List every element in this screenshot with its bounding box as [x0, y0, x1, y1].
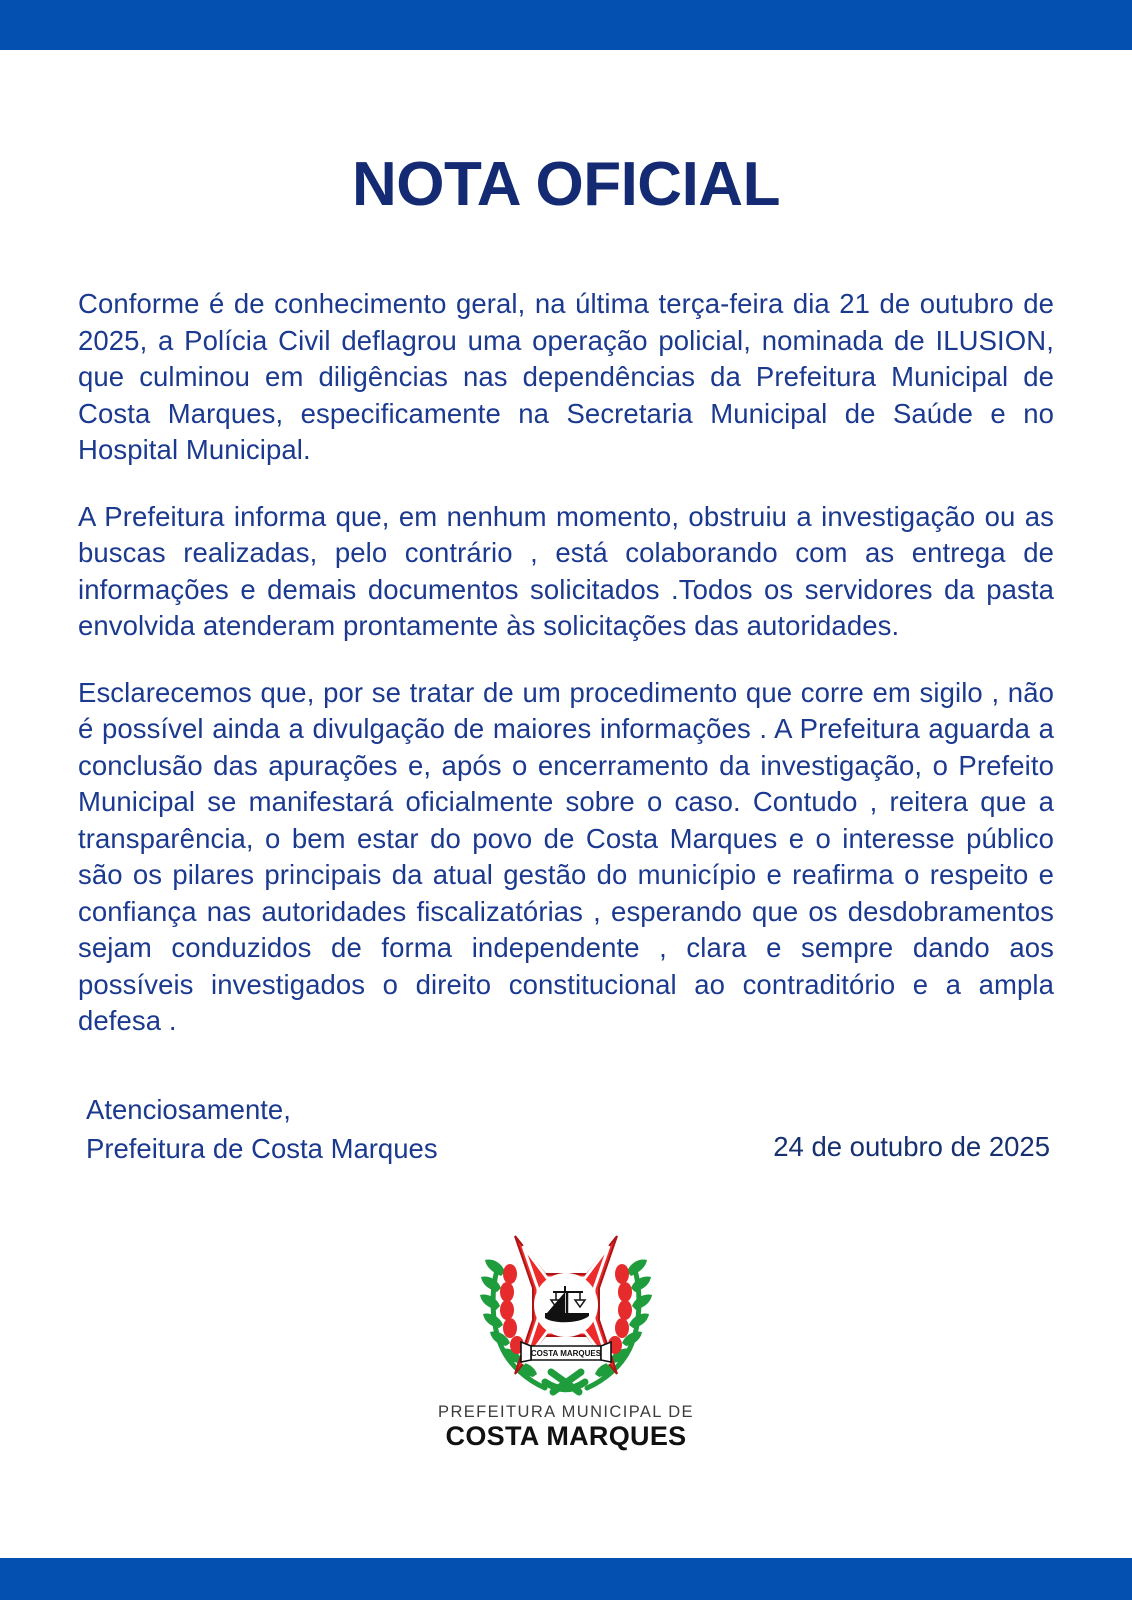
signer-name: Prefeitura de Costa Marques: [86, 1132, 438, 1164]
top-blue-bar: [0, 0, 1132, 50]
bottom-blue-bar: [0, 1558, 1132, 1600]
municipal-logo: [78, 1230, 1054, 1452]
signature-block: [78, 1090, 1054, 1168]
paragraph-1: Conforme é de conhecimento geral, na última terça-feira dia 21 de outubro de 2025, a Polícia Civil deflagrou uma operação policial, nominada de ILUSION, que culminou em diligências nas dependências da Prefeitura Municipal de Costa Marques, especificamente na Secretaria Municipal de Saúde e no Hospital Municipal.: [78, 288, 1054, 465]
paragraph-2: A Prefeitura informa que, em nenhum momento, obstruiu a investigação ou as buscas realizadas, pelo contrário , está colaborando com as entrega de informações e demais documentos solicitados .Todos os servidores da pasta envolvida atenderam prontamente às solicitações das autoridades.: [78, 500, 1054, 641]
crest-banner-text: COSTA MARQUES: [530, 1348, 602, 1358]
body-text: [78, 286, 1054, 1040]
red-cross-shield-icon: [515, 1236, 617, 1374]
logo-line-city: COSTA MARQUES: [445, 1420, 687, 1451]
signature-left: [78, 1090, 438, 1168]
logo-line-prefeitura: PREFEITURA MUNICIPAL DE: [438, 1402, 694, 1421]
paragraph-3: Esclarecemos que, por se tratar de um procedimento que corre em sigilo , não é possível ainda a divulgação de maiores informações . A Prefeitura aguarda a conclusão das apurações e, após o encerramento da investigação, o Prefeito Municipal se manifestará oficialmente sobre o caso. Contudo , reitera que a transparência, o bem estar do povo de Costa Marques e o interesse público são os pilares principais da atual gestão do município e reafirma o respeito e confiança nas autoridades fiscalizatórias , esperando que os desdobramentos sejam conduzidos de forma independente , clara e sempre dando aos possíveis investigados o direito constitucional ao contraditório e a ampla defesa .: [78, 676, 1054, 1036]
salutation: Atenciosamente,: [86, 1093, 291, 1125]
crossed-stems-icon: [545, 1372, 585, 1392]
document-date: 24 de outubro de 2025: [773, 1130, 1050, 1162]
document-content: [0, 50, 1132, 1600]
coat-of-arms-icon: [461, 1230, 671, 1402]
page-title: NOTA OFICIAL: [352, 150, 780, 219]
